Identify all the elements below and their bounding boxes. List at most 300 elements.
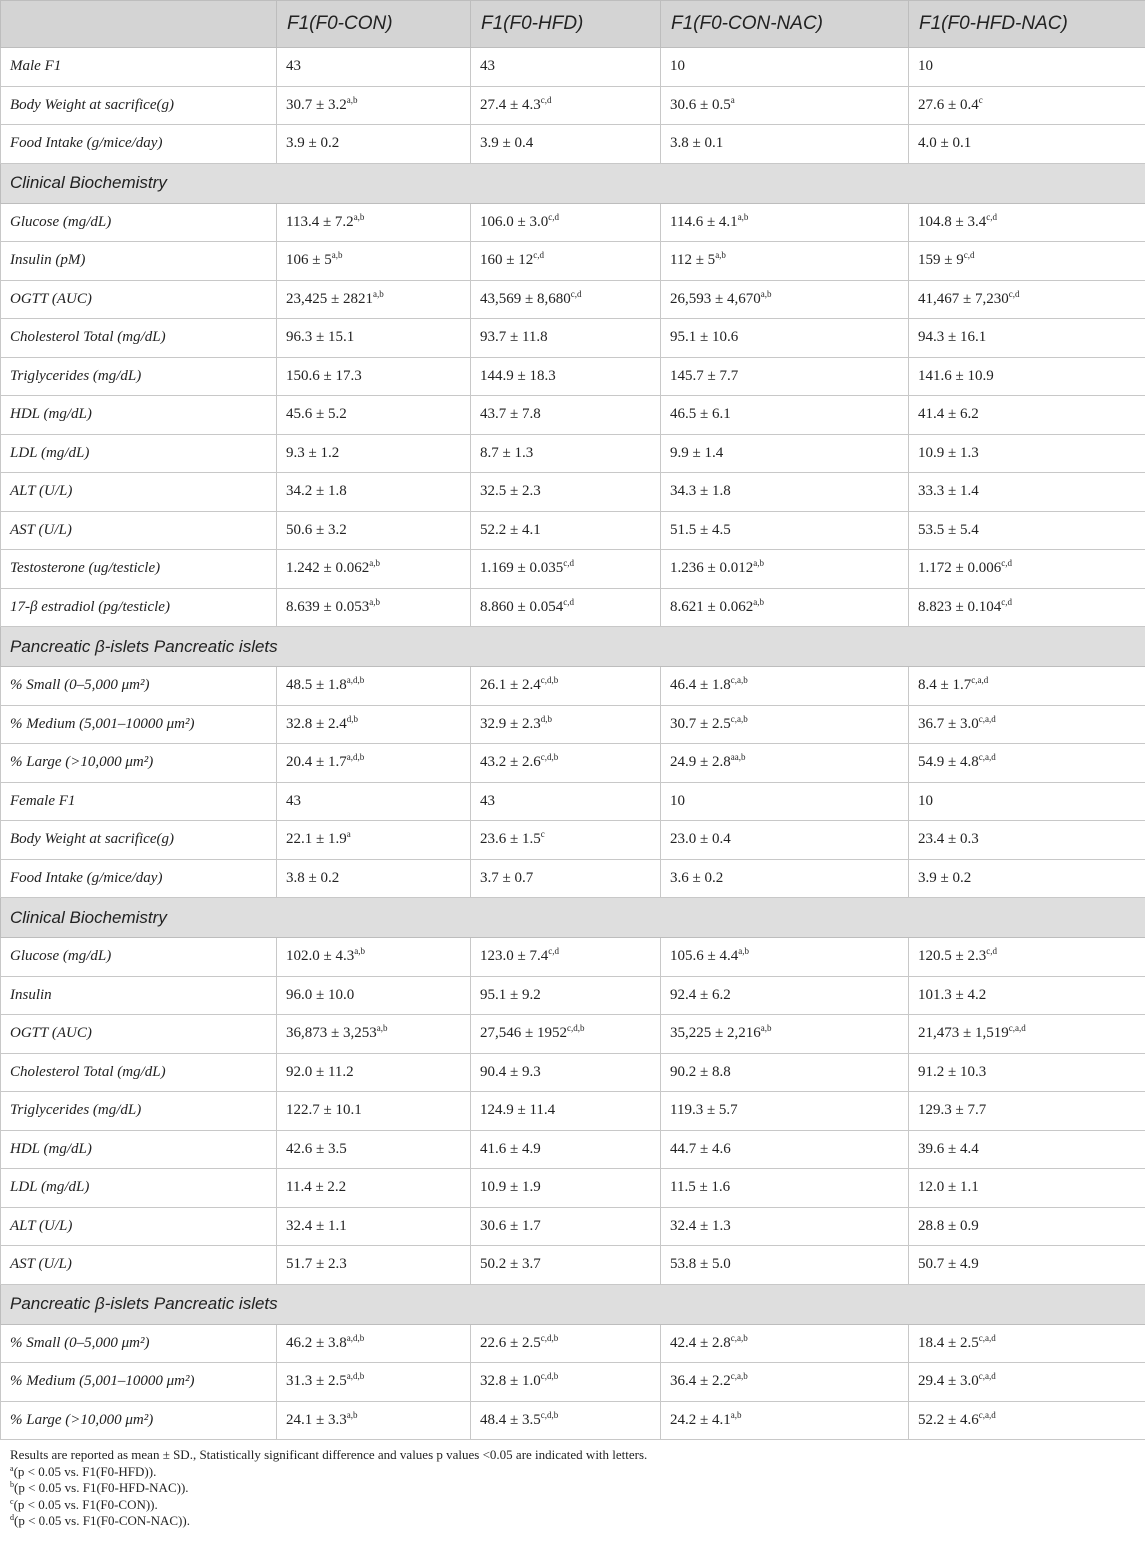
table-cell bbox=[661, 396, 909, 435]
cell-value: 43 bbox=[480, 58, 495, 75]
cell-value: 53.8 ± 5.0 bbox=[670, 1256, 731, 1273]
footnote-mark: b bbox=[10, 1480, 14, 1489]
table-cell bbox=[277, 511, 471, 550]
significance-superscript: c,d,b bbox=[540, 675, 559, 686]
table-cell bbox=[661, 1015, 909, 1054]
table-row bbox=[1, 1401, 1145, 1440]
table-body bbox=[1, 48, 1145, 1440]
significance-superscript: c,a,d bbox=[978, 713, 996, 724]
table-row bbox=[1, 1363, 1145, 1402]
cell-value: 41,467 ± 7,230 bbox=[918, 290, 1009, 307]
table-cell bbox=[909, 550, 1145, 589]
significance-superscript: a,d,b bbox=[346, 1371, 365, 1382]
column-header-hfd: F1(F0-HFD) bbox=[471, 1, 661, 48]
cell-value: 96.3 ± 15.1 bbox=[286, 329, 355, 346]
table-cell bbox=[909, 938, 1145, 977]
cell-value: 36,873 ± 3,253 bbox=[286, 1025, 377, 1042]
table-row bbox=[1, 280, 1145, 319]
row-label: % Medium (5,001–10000 μm²) bbox=[1, 705, 277, 744]
cell-value: 159 ± 9 bbox=[918, 252, 964, 269]
table-cell bbox=[909, 242, 1145, 281]
cell-value: 27.6 ± 0.4 bbox=[918, 96, 979, 113]
table-cell bbox=[661, 1324, 909, 1363]
table-cell bbox=[909, 319, 1145, 358]
table-row bbox=[1, 1324, 1145, 1363]
table-cell bbox=[277, 396, 471, 435]
cell-value: 1.172 ± 0.006 bbox=[918, 560, 1002, 577]
cell-value: 27.4 ± 4.3 bbox=[480, 96, 541, 113]
significance-superscript: c,d bbox=[570, 288, 582, 299]
table-cell bbox=[909, 473, 1145, 512]
table-cell bbox=[277, 705, 471, 744]
cell-value: 42.4 ± 2.8 bbox=[670, 1334, 731, 1351]
significance-superscript: c bbox=[540, 829, 545, 840]
table-cell bbox=[471, 473, 661, 512]
table-cell bbox=[909, 588, 1145, 627]
table-cell bbox=[909, 357, 1145, 396]
column-header-hfd-nac: F1(F0-HFD-NAC) bbox=[909, 1, 1145, 48]
table-row bbox=[1, 203, 1145, 242]
footnote bbox=[10, 1513, 1135, 1530]
cell-value: 27,546 ± 1952 bbox=[480, 1025, 567, 1042]
table-row bbox=[1, 821, 1145, 860]
table-cell bbox=[909, 782, 1145, 821]
table-cell bbox=[661, 1053, 909, 1092]
significance-superscript: c,a,d bbox=[978, 1371, 996, 1382]
table-cell bbox=[661, 938, 909, 977]
section-title: Pancreatic β-islets Pancreatic islets bbox=[1, 1284, 1145, 1324]
table-row bbox=[1, 1169, 1145, 1208]
significance-superscript: a,b bbox=[738, 946, 749, 957]
table-cell bbox=[909, 705, 1145, 744]
cell-value: 9.9 ± 1.4 bbox=[670, 444, 724, 461]
cell-value: 105.6 ± 4.4 bbox=[670, 948, 739, 965]
cell-value: 93.7 ± 11.8 bbox=[480, 329, 548, 346]
table-cell bbox=[471, 550, 661, 589]
significance-superscript: c,d bbox=[1008, 288, 1020, 299]
cell-value: 24.1 ± 3.3 bbox=[286, 1411, 347, 1428]
cell-value: 43 bbox=[286, 58, 301, 75]
cell-value: 95.1 ± 9.2 bbox=[480, 986, 541, 1003]
significance-superscript: c,a,d bbox=[971, 675, 989, 686]
significance-superscript: a bbox=[730, 94, 735, 105]
significance-superscript: c,a,d bbox=[978, 752, 996, 763]
table-cell bbox=[661, 511, 909, 550]
table-cell bbox=[471, 1092, 661, 1131]
table-cell bbox=[661, 86, 909, 125]
significance-superscript: c,d bbox=[563, 596, 574, 607]
table-cell bbox=[909, 396, 1145, 435]
cell-value: 8.639 ± 0.053 bbox=[286, 598, 370, 615]
table-cell bbox=[471, 588, 661, 627]
table-row bbox=[1, 357, 1145, 396]
significance-superscript: a,b bbox=[346, 1409, 358, 1420]
cell-value: 32.4 ± 1.3 bbox=[670, 1217, 731, 1234]
cell-value: 43,569 ± 8,680 bbox=[480, 290, 571, 307]
cell-value: 10.9 ± 1.9 bbox=[480, 1179, 541, 1196]
row-label: ALT (U/L) bbox=[1, 1207, 277, 1246]
significance-superscript: a,b bbox=[353, 211, 365, 222]
table-cell bbox=[909, 203, 1145, 242]
table-cell bbox=[661, 705, 909, 744]
table-cell bbox=[277, 550, 471, 589]
cell-value: 21,473 ± 1,519 bbox=[918, 1025, 1009, 1042]
table-cell bbox=[277, 1092, 471, 1131]
table-cell bbox=[277, 48, 471, 87]
table-cell bbox=[471, 859, 661, 898]
table-row bbox=[1, 1130, 1145, 1169]
row-label: ALT (U/L) bbox=[1, 473, 277, 512]
significance-superscript: c,d,b bbox=[540, 1332, 559, 1343]
cell-value: 24.9 ± 2.8 bbox=[670, 754, 731, 771]
cell-value: 50.6 ± 3.2 bbox=[286, 521, 347, 538]
table-cell bbox=[661, 821, 909, 860]
table-cell bbox=[277, 667, 471, 706]
significance-superscript: c,d,b bbox=[540, 752, 559, 763]
table-cell bbox=[277, 1207, 471, 1246]
table-cell bbox=[277, 588, 471, 627]
table-cell bbox=[661, 473, 909, 512]
table-cell bbox=[909, 1246, 1145, 1285]
significance-superscript: c,a,b bbox=[730, 675, 748, 686]
significance-superscript: c,d bbox=[1001, 596, 1012, 607]
section-title: Pancreatic β-islets Pancreatic islets bbox=[1, 627, 1145, 667]
notes-intro: Results are reported as mean ± SD., Statistically significant difference and values p values <0.05 are indicated with letters. bbox=[10, 1447, 648, 1462]
cell-value: 32.8 ± 2.4 bbox=[286, 715, 347, 732]
table-cell bbox=[277, 782, 471, 821]
cell-value: 39.6 ± 4.4 bbox=[918, 1140, 979, 1157]
significance-superscript: c,d,b bbox=[540, 1409, 559, 1420]
table-cell bbox=[277, 1053, 471, 1092]
table-row bbox=[1, 667, 1145, 706]
cell-value: 160 ± 12 bbox=[480, 252, 534, 269]
cell-value: 92.4 ± 6.2 bbox=[670, 986, 731, 1003]
significance-superscript: c,a,d bbox=[978, 1332, 996, 1343]
table-row bbox=[1, 782, 1145, 821]
cell-value: 8.860 ± 0.054 bbox=[480, 598, 564, 615]
table-cell bbox=[909, 859, 1145, 898]
table-cell bbox=[909, 1130, 1145, 1169]
row-label: Cholesterol Total (mg/dL) bbox=[1, 1053, 277, 1092]
table-cell bbox=[277, 859, 471, 898]
cell-value: 102.0 ± 4.3 bbox=[286, 948, 355, 965]
table-row bbox=[1, 86, 1145, 125]
cell-value: 34.3 ± 1.8 bbox=[670, 483, 731, 500]
cell-value: 48.4 ± 3.5 bbox=[480, 1411, 541, 1428]
table-row bbox=[1, 1207, 1145, 1246]
table-cell bbox=[661, 1092, 909, 1131]
row-label: 17-β estradiol (pg/testicle) bbox=[1, 588, 277, 627]
table-cell bbox=[471, 782, 661, 821]
table-cell bbox=[277, 357, 471, 396]
cell-value: 1.236 ± 0.012 bbox=[670, 560, 754, 577]
cell-value: 114.6 ± 4.1 bbox=[670, 213, 738, 230]
table-cell bbox=[471, 242, 661, 281]
table-cell bbox=[661, 744, 909, 783]
table-cell bbox=[471, 976, 661, 1015]
cell-value: 106 ± 5 bbox=[286, 252, 332, 269]
cell-value: 31.3 ± 2.5 bbox=[286, 1373, 347, 1390]
table-row bbox=[1, 396, 1145, 435]
cell-value: 3.7 ± 0.7 bbox=[480, 869, 534, 886]
cell-value: 12.0 ± 1.1 bbox=[918, 1179, 979, 1196]
significance-superscript: c,a,b bbox=[730, 713, 748, 724]
table-cell bbox=[661, 1246, 909, 1285]
cell-value: 92.0 ± 11.2 bbox=[286, 1063, 354, 1080]
row-label: AST (U/L) bbox=[1, 1246, 277, 1285]
significance-superscript: a,b bbox=[331, 250, 343, 261]
table-cell bbox=[661, 859, 909, 898]
cell-value: 150.6 ± 17.3 bbox=[286, 367, 362, 384]
cell-value: 46.2 ± 3.8 bbox=[286, 1334, 347, 1351]
cell-value: 8.7 ± 1.3 bbox=[480, 444, 534, 461]
table-cell bbox=[471, 86, 661, 125]
cell-value: 28.8 ± 0.9 bbox=[918, 1217, 979, 1234]
cell-value: 3.8 ± 0.2 bbox=[286, 869, 340, 886]
table-cell bbox=[471, 280, 661, 319]
row-label: Insulin (pM) bbox=[1, 242, 277, 281]
cell-value: 52.2 ± 4.6 bbox=[918, 1411, 979, 1428]
table-cell bbox=[909, 434, 1145, 473]
row-label: Cholesterol Total (mg/dL) bbox=[1, 319, 277, 358]
row-label: Male F1 bbox=[1, 48, 277, 87]
table-cell bbox=[471, 203, 661, 242]
significance-superscript: c,d bbox=[563, 558, 574, 569]
cell-value: 4.0 ± 0.1 bbox=[918, 135, 972, 152]
row-label: Triglycerides (mg/dL) bbox=[1, 1092, 277, 1131]
cell-value: 30.6 ± 0.5 bbox=[670, 96, 731, 113]
table-cell bbox=[277, 1246, 471, 1285]
table-cell bbox=[277, 976, 471, 1015]
table-cell bbox=[471, 667, 661, 706]
table-cell bbox=[909, 744, 1145, 783]
table-cell bbox=[661, 1169, 909, 1208]
cell-value: 41.6 ± 4.9 bbox=[480, 1140, 541, 1157]
table-cell bbox=[661, 48, 909, 87]
cell-value: 3.9 ± 0.2 bbox=[286, 135, 340, 152]
significance-superscript: c,d bbox=[986, 211, 997, 222]
table-cell bbox=[661, 667, 909, 706]
table-cell bbox=[471, 705, 661, 744]
row-label: % Small (0–5,000 μm²) bbox=[1, 1324, 277, 1363]
table-row bbox=[1, 319, 1145, 358]
cell-value: 3.6 ± 0.2 bbox=[670, 869, 724, 886]
table-cell bbox=[277, 1324, 471, 1363]
significance-superscript: a,b bbox=[372, 288, 384, 299]
cell-value: 26,593 ± 4,670 bbox=[670, 290, 761, 307]
table-cell bbox=[277, 203, 471, 242]
cell-value: 30.6 ± 1.7 bbox=[480, 1217, 541, 1234]
table-cell bbox=[277, 242, 471, 281]
cell-value: 35,225 ± 2,216 bbox=[670, 1025, 761, 1042]
significance-superscript: a,d,b bbox=[346, 1332, 365, 1343]
table-cell bbox=[277, 473, 471, 512]
table-cell bbox=[471, 1324, 661, 1363]
cell-value: 44.7 ± 4.6 bbox=[670, 1140, 731, 1157]
table-cell bbox=[909, 86, 1145, 125]
cell-value: 48.5 ± 1.8 bbox=[286, 677, 347, 694]
cell-value: 43.2 ± 2.6 bbox=[480, 754, 541, 771]
significance-superscript: c,d,b bbox=[540, 1371, 559, 1382]
cell-value: 104.8 ± 3.4 bbox=[918, 213, 987, 230]
cell-value: 122.7 ± 10.1 bbox=[286, 1102, 362, 1119]
significance-superscript: a,b bbox=[354, 946, 365, 957]
row-label: % Medium (5,001–10000 μm²) bbox=[1, 1363, 277, 1402]
row-label: HDL (mg/dL) bbox=[1, 396, 277, 435]
cell-value: 124.9 ± 11.4 bbox=[480, 1102, 556, 1119]
cell-value: 95.1 ± 10.6 bbox=[670, 329, 739, 346]
table-cell bbox=[661, 203, 909, 242]
table-row bbox=[1, 1015, 1145, 1054]
row-label: Triglycerides (mg/dL) bbox=[1, 357, 277, 396]
row-label: OGTT (AUC) bbox=[1, 1015, 277, 1054]
table-cell bbox=[471, 1207, 661, 1246]
cell-value: 144.9 ± 18.3 bbox=[480, 367, 556, 384]
table-cell bbox=[277, 821, 471, 860]
cell-value: 43.7 ± 7.8 bbox=[480, 406, 541, 423]
significance-superscript: aa,b bbox=[730, 752, 746, 763]
significance-superscript: a,b bbox=[369, 596, 380, 607]
table-row bbox=[1, 976, 1145, 1015]
significance-superscript: c bbox=[978, 94, 983, 105]
significance-superscript: c,d bbox=[986, 946, 997, 957]
cell-value: 36.7 ± 3.0 bbox=[918, 715, 979, 732]
table-cell bbox=[471, 1169, 661, 1208]
table-cell bbox=[661, 550, 909, 589]
cell-value: 8.4 ± 1.7 bbox=[918, 677, 972, 694]
row-label: Testosterone (ug/testicle) bbox=[1, 550, 277, 589]
cell-value: 26.1 ± 2.4 bbox=[480, 677, 541, 694]
cell-value: 1.242 ± 0.062 bbox=[286, 560, 370, 577]
table-cell bbox=[661, 782, 909, 821]
table-cell bbox=[661, 1207, 909, 1246]
table-cell bbox=[661, 976, 909, 1015]
row-label: Food Intake (g/mice/day) bbox=[1, 125, 277, 164]
table-cell bbox=[471, 511, 661, 550]
table-cell bbox=[471, 1246, 661, 1285]
cell-value: 141.6 ± 10.9 bbox=[918, 367, 994, 384]
cell-value: 8.823 ± 0.104 bbox=[918, 598, 1002, 615]
cell-value: 3.9 ± 0.2 bbox=[918, 869, 972, 886]
significance-superscript: a,b bbox=[760, 1023, 772, 1034]
significance-superscript: c,d,b bbox=[566, 1023, 585, 1034]
table-row bbox=[1, 473, 1145, 512]
cell-value: 23.4 ± 0.3 bbox=[918, 831, 979, 848]
cell-value: 10 bbox=[918, 58, 933, 75]
footnote-text: (p < 0.05 vs. F1(F0-CON)). bbox=[13, 1496, 158, 1512]
section-row bbox=[1, 1284, 1145, 1324]
footnote bbox=[10, 1480, 1135, 1497]
cell-value: 50.7 ± 4.9 bbox=[918, 1256, 979, 1273]
table-cell bbox=[277, 938, 471, 977]
cell-value: 3.9 ± 0.4 bbox=[480, 135, 534, 152]
table-cell bbox=[909, 511, 1145, 550]
significance-superscript: a bbox=[346, 829, 351, 840]
table-cell bbox=[277, 125, 471, 164]
row-label: Female F1 bbox=[1, 782, 277, 821]
column-header-con: F1(F0-CON) bbox=[277, 1, 471, 48]
cell-value: 50.2 ± 3.7 bbox=[480, 1256, 541, 1273]
cell-value: 123.0 ± 7.4 bbox=[480, 948, 549, 965]
significance-superscript: c,a,d bbox=[978, 1409, 996, 1420]
table-cell bbox=[909, 821, 1145, 860]
cell-value: 10 bbox=[670, 58, 685, 75]
cell-value: 1.169 ± 0.035 bbox=[480, 560, 564, 577]
footnote-mark: c bbox=[10, 1496, 14, 1506]
cell-value: 22.6 ± 2.5 bbox=[480, 1334, 541, 1351]
table-cell bbox=[661, 588, 909, 627]
table-cell bbox=[661, 125, 909, 164]
cell-value: 18.4 ± 2.5 bbox=[918, 1334, 979, 1351]
cell-value: 51.7 ± 2.3 bbox=[286, 1256, 347, 1273]
cell-value: 94.3 ± 16.1 bbox=[918, 329, 987, 346]
table-cell bbox=[909, 48, 1145, 87]
table-cell bbox=[661, 434, 909, 473]
footnote-text: (p < 0.05 vs. F1(F0-HFD-NAC)). bbox=[14, 1480, 189, 1495]
cell-value: 29.4 ± 3.0 bbox=[918, 1373, 979, 1390]
table-row bbox=[1, 1053, 1145, 1092]
row-label: OGTT (AUC) bbox=[1, 280, 277, 319]
cell-value: 43 bbox=[480, 792, 495, 809]
table-cell bbox=[471, 125, 661, 164]
table-cell bbox=[661, 1401, 909, 1440]
footnote bbox=[10, 1497, 1135, 1514]
cell-value: 24.2 ± 4.1 bbox=[670, 1411, 731, 1428]
cell-value: 119.3 ± 5.7 bbox=[670, 1102, 738, 1119]
table-row bbox=[1, 588, 1145, 627]
row-label: Glucose (mg/dL) bbox=[1, 938, 277, 977]
cell-value: 112 ± 5 bbox=[670, 252, 716, 269]
significance-superscript: c,d bbox=[963, 250, 975, 261]
table-cell bbox=[661, 1363, 909, 1402]
table-row bbox=[1, 705, 1145, 744]
table-cell bbox=[471, 357, 661, 396]
table-cell bbox=[471, 821, 661, 860]
footnote-text: (p < 0.05 vs. F1(F0-CON-NAC)). bbox=[14, 1513, 190, 1528]
row-label: % Small (0–5,000 μm²) bbox=[1, 667, 277, 706]
significance-superscript: c,d bbox=[533, 250, 544, 261]
footnote-mark: a bbox=[10, 1463, 14, 1473]
cell-value: 90.4 ± 9.3 bbox=[480, 1063, 541, 1080]
row-label: Body Weight at sacrifice(g) bbox=[1, 821, 277, 860]
cell-value: 90.2 ± 8.8 bbox=[670, 1063, 731, 1080]
cell-value: 51.5 ± 4.5 bbox=[670, 521, 731, 538]
cell-value: 96.0 ± 10.0 bbox=[286, 986, 355, 1003]
significance-superscript: a,b bbox=[760, 288, 772, 299]
table-cell bbox=[471, 1130, 661, 1169]
table-cell bbox=[277, 280, 471, 319]
section-row bbox=[1, 898, 1145, 938]
cell-value: 33.3 ± 1.4 bbox=[918, 483, 979, 500]
table-cell bbox=[909, 1015, 1145, 1054]
cell-value: 30.7 ± 2.5 bbox=[670, 715, 731, 732]
table-cell bbox=[471, 319, 661, 358]
cell-value: 30.7 ± 3.2 bbox=[286, 96, 347, 113]
table-row bbox=[1, 938, 1145, 977]
table-cell bbox=[909, 1363, 1145, 1402]
cell-value: 10 bbox=[918, 792, 933, 809]
footnote-mark: d bbox=[10, 1513, 14, 1522]
cell-value: 91.2 ± 10.3 bbox=[918, 1063, 987, 1080]
significance-superscript: c,a,d bbox=[1008, 1023, 1026, 1034]
column-header-con-nac: F1(F0-CON-NAC) bbox=[661, 1, 909, 48]
row-label: Insulin bbox=[1, 976, 277, 1015]
cell-value: 54.9 ± 4.8 bbox=[918, 754, 979, 771]
footnote-text: (p < 0.05 vs. F1(F0-HFD)). bbox=[13, 1463, 157, 1479]
cell-value: 41.4 ± 6.2 bbox=[918, 406, 979, 423]
cell-value: 129.3 ± 7.7 bbox=[918, 1102, 987, 1119]
significance-superscript: c,d bbox=[1001, 558, 1012, 569]
